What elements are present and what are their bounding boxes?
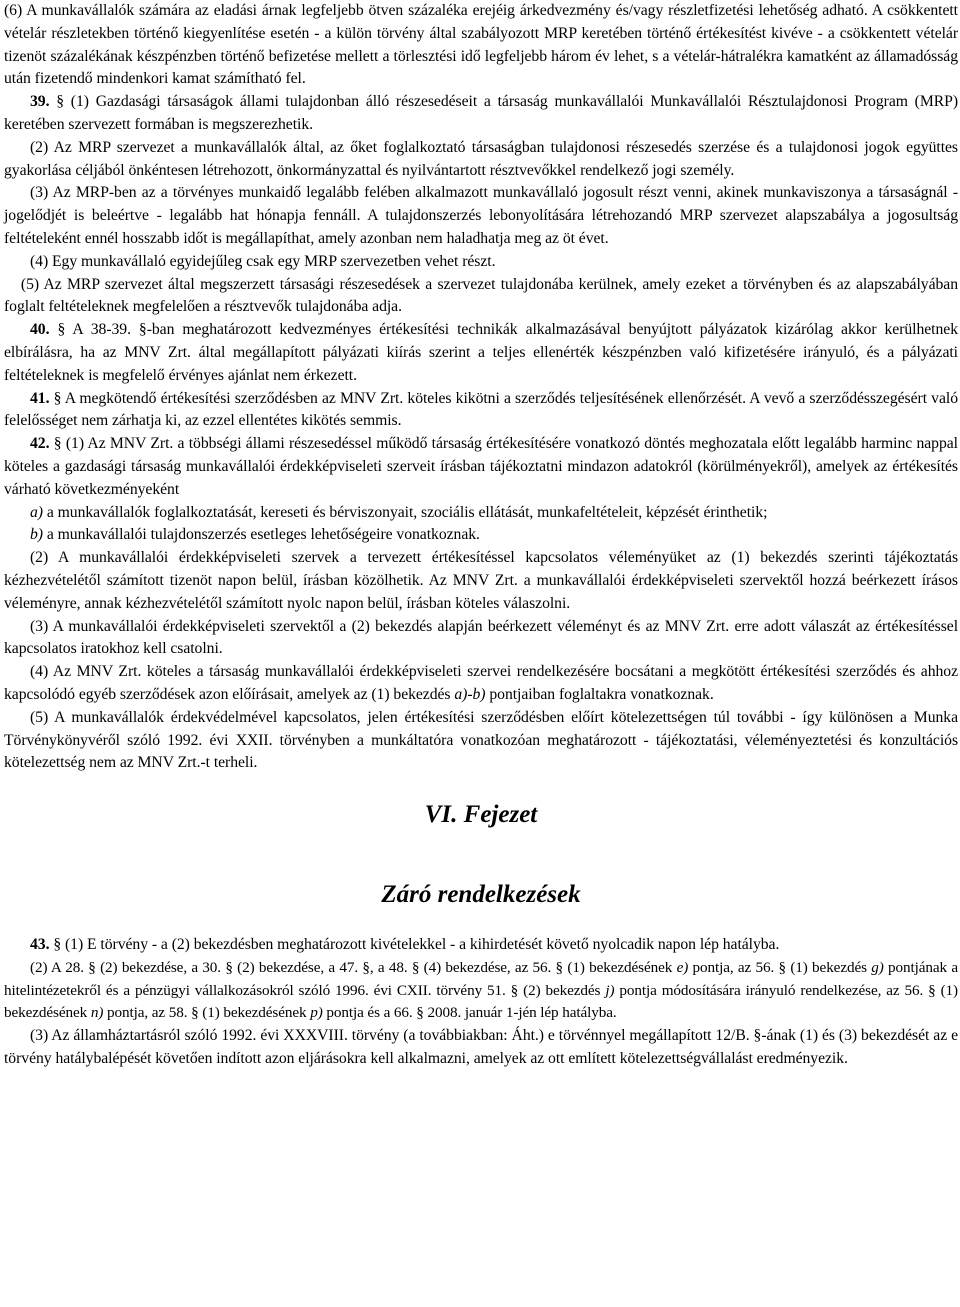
section-part-one (4, 0, 958, 775)
paragraph-42-3: (3) A munkavállalói érdekképviseleti szervektől a (2) bekezdés alapján beérkezett véleményt és az MNV Zrt. erre adott válaszát az értékesítéssel kapcsolatos iratokhoz kell csatolni. (4, 617, 958, 658)
paragraph-39-1: 39. § (1) Gazdasági társaságok állami tulajdonban álló részesedéseit a társaság munkavállalói Munkavállalói Résztulajdonosi Program (MRP) keretében szervezett formában is megszerezhetik. (4, 93, 958, 133)
point-marker: b) (30, 526, 43, 544)
section-number: 41. (30, 389, 50, 407)
section-number: 39. (30, 93, 50, 111)
section-number: 43. (30, 936, 50, 954)
paragraph-42-4: (4) Az MNV Zrt. köteles a társaság munkavállalói érdekképviseleti szervei rendelkezésére bocsátani a megkötött értékesítési szerződés és ahhoz kapcsolódó egyéb szerződések azon előírásait, amelyek az (1) bekezdés a)-b) pontjaiban foglaltakra vonatkoznak. (4, 663, 958, 703)
paragraph-39-5: (5) Az MRP szervezet által megszerzett társasági részesedések a szervezet tulajdonába kerülnek, amely ezeket a törvényben és az alapszabályában foglalt feltételeknek megfelelően a résztvevők tulajdonába adja. (4, 275, 958, 316)
paragraph-43-3: (3) Az államháztartásról szóló 1992. évi XXXVIII. törvény (a továbbiakban: Áht.) e törvénnyel megállapított 12/B. §-ának (1) és (3) bekezdését az e törvény hatálybalépését követően indított azon eljárásokra kell alkalmazni, amelyek az ott említett kötelezettségvállalást eredményezik. (4, 1027, 958, 1068)
point-a: a) a munkavállalók foglalkoztatását, kereseti és bérviszonyait, szociális ellátását, munkafeltételeit, képzését érinthetik; (30, 503, 768, 521)
point-marker: a) (30, 503, 43, 521)
paragraph-40: 40. § A 38-39. §-ban meghatározott kedvezményes értékesítési technikák alkalmazásával benyújtott pályázatok kizárólag akkor kerülhetnek elbírálásra, ha az MNV Zrt. által megállapított pályázati kiírás szerint a teljes ellenérték készpénzben való kifizetésére irányuló, és a pályázati feltételeknek is megfelelő érvényes ajánlat nem érkezett. (4, 321, 958, 384)
paragraph-39-4: (4) Egy munkavállaló egyidejűleg csak egy MRP szervezetben vehet részt. (30, 252, 496, 270)
point-b: b) a munkavállalói tulajdonszerzés esetleges lehetőségeire vonatkoznak. (30, 526, 480, 544)
paragraph-41: 41. § A megkötendő értékesítési szerződésben az MNV Zrt. köteles kikötni a szerződés teljesítésének ellenőrzését. A vevő a szerződésszegésért való felelősséget nem zárhatja ki, az ezzel ellentétes kikötés semmis. (4, 389, 958, 430)
paragraph-42-5: (5) A munkavállalók érdekvédelmével kapcsolatos, jelen értékesítési szerződésben előírt kötelezettségen túl további - így különösen a Munka Törvénykönyvéről szóló 1992. évi XXII. törvényben a munkáltatóra vonatkozóan meghatározott - tájékoztatási, véleményeztetési és konzultációs kötelezettség nem az MNV Zrt.-t terheli. (4, 708, 958, 772)
paragraph-39-2: (2) Az MRP szervezet a munkavállalók által, az őket foglalkoztató társaságban tulajdonosi részesedés szerzése és a tulajdonosi jogok együttes gyakorlása céljából önkéntesen létrehozott, önkormányzattal és nyilvántartott résztvevőkkel rendelkező jogi személy. (4, 138, 958, 179)
paragraph-43-1: 43. § (1) E törvény - a (2) bekezdésben meghatározott kivételekkel - a kihirdetését követő nyolcadik napon lép hatályba. (30, 936, 780, 954)
paragraph-42-1: 42. § (1) Az MNV Zrt. a többségi állami részesedéssel működő társaság értékesítésére vonatkozó döntés meghozatala előtt legalább harminc nappal köteles a gazdasági társaság munkavállalói érdekképviseleti szerveit írásban tájékoztatni mindazon adatokról (körülményekről), amelyek az értékesítés várható következményeként (4, 435, 958, 498)
paragraph-43-2: (2) A 28. § (2) bekezdése, a 30. § (2) bekezdése, a 47. §, a 48. § (4) bekezdése, az 56. § (1) bekezdésének e) pontja, az 56. § (1) bekezdés g) pontjának a hitelintézetekről és a pénzügyi vállalkozásokról szóló 1996. évi CXII. törvény 51. § (2) bekezdés j) pontja módosítására irányuló rendelkezése, az 56. § (1) bekezdésének n) pontja, az 58. § (1) bekezdésének p) pontja és a 66. § 2008. január 1-jén lép hatályba. (4, 958, 958, 1022)
paragraph-38-6: (6) A munkavállalók számára az eladási árnak legfeljebb ötven százaléka erejéig árkedvezmény és/vagy részletfizetési lehetőség adható. A csökkentett vételár részletekben történő kiegyenlítése esetén - a külön törvény által szabályozott MRP keretében történő értékesítést kivéve - a csökkentett vételár tizenöt százalékának készpénzben történő befizetése mellett a törlesztési idő legfeljebb három év lehet, s a vételár-hátralékra kamatként az államadósság után fizetendő mindenkori kamat számítható fel. (4, 2, 958, 88)
chapter-title: Záró rendelkezések (381, 881, 581, 909)
chapter-number: VI. Fejezet (424, 801, 538, 829)
section-number: 40. (30, 321, 50, 339)
paragraph-42-2: (2) A munkavállalói érdekképviseleti szervek a tervezett értékesítéssel kapcsolatos véleményüket az (1) bekezdés szerinti tájékoztatás kézhezvételétől számított tizenöt napon belül, írásban közölhetik. Az MNV Zrt. a munkavállalói érdekképviseleti szervektől hozzá beérkezett írásos véleményre, annak kézhezvételétől számított nyolc napon belül, írásban köteles válaszolni. (4, 549, 958, 612)
paragraph-39-3: (3) Az MRP-ben az a törvényes munkaidő legalább felében alkalmazott munkavállaló jogosult részt venni, akinek munkaviszonya a társaságnál - jogelődjét is beleértve - legalább hat hónapja fennáll. A tulajdonszerzés lebonyolítására létrehozandó MRP szervezet alapszabálya a jogosultság feltételeként ennél hosszabb időt is megállapíthat, amely azonban nem haladhatja meg az öt évet. (4, 184, 958, 247)
section-number: 42. (30, 435, 50, 453)
section-part-two (4, 934, 958, 1071)
